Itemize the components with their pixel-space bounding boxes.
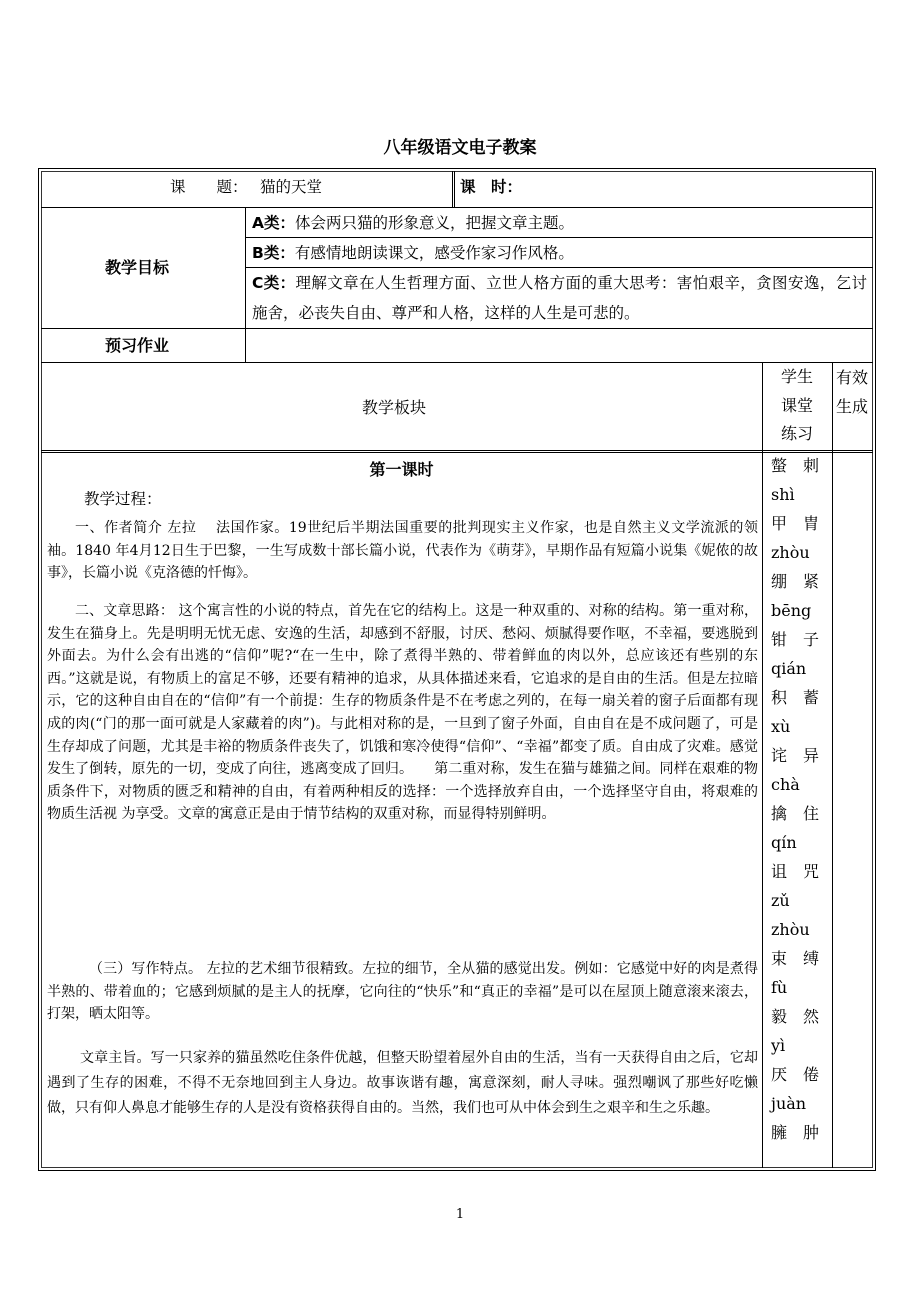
objective-a: A类：体会两只猫的形象意义，把握文章主题。 [252, 214, 575, 232]
objective-c: C类：理解文章在人生哲理方面、立世人格方面的重大思考：害怕艰辛，贪图安逸，乞讨施舍，必丧失自由、尊严和人格，这样的人生是可悲的。 [252, 274, 867, 322]
doc-title: 八年级语文电子教案 [383, 138, 537, 158]
student-column-header: 学生 课堂 练习 [780, 367, 813, 443]
process-label: 教学过程： [84, 490, 162, 508]
main-column-header: 教学板块 [362, 398, 427, 417]
paragraph-structure: 二、文章思路： 这个寓言性的小说的特点，首先在它的结构上。这是一种双重的、对称的结构。第一重对称，发生在猫身上。先是明明无忧无虑、安逸的生活，却感到不舒服，讨厌、愁闷、烦腻得要作呕，不幸福，要逃脱到外面去。为什么会有出逃的“信仰”呢?“在一生中，除了煮得半熟的、带着鲜血的肉以外，总应该还有些别的东西。”这就是说，有物质上的富足不够，还要有精神的追求，从具体描述来看，它追求的是自由的生活。但是左拉暗示，它的这种自由自在的“信仰”有一个前提：生存的物质条件是不在考虑之列的，在每一扇关着的窗子后面都有现成的肉(“门的那一面可就是人家藏着的肉”)。与此相对称的是，一旦到了窗子外面，自由自在是不成问题了，可是生存却成了问题，尤其是丰裕的物质条件丧失了，饥饿和寒冷使得“信仰”、“幸福”都变了质。自由成了灾难。感觉发生了倒转，原先的一切，变成了向往，逃离变成了回归。 第二重对称，发生在猫与雄猫之间。同样在艰难的物质条件下，对物质的匮乏和精神的自由，有着两种相反的选择：一个选择放弃自由，一个选择坚守自由，将艰难的物质生活视 为享受。文章的寓意正是由于情节结构的双重对称，而显得特别鲜明。 [47, 603, 758, 823]
preview-label: 预习作业 [105, 336, 170, 355]
lesson-name: 猫的天堂 [260, 178, 323, 196]
page-number: 1 [455, 1207, 465, 1222]
hours-label: 课 时： [460, 178, 523, 196]
vocab-list: 螫 刺 shì 甲 胄 zhòu 绷 紧 bēng 钳 子 qián 积 蓄 xù 诧 异 chà 擒 住 qín 诅 咒 zǔ zhòu 束 缚 fù 毅 然 yì 厌 倦 juàn 臃 肿 [771, 456, 820, 1142]
lesson-label: 课 题： [170, 178, 248, 196]
session-title: 第一课时 [369, 460, 434, 479]
paragraph-author: 一、作者简介 左拉 法国作家。19世纪后半期法国重要的批判现实主义作家，也是自然主义文学流派的领袖。1840 年4月12日生于巴黎，一生写成数十部长篇小说，代表作为《萌芽》，早期作品有短篇小说集《妮侬的故事》，长篇小说《克洛德的忏悔》。 [47, 520, 758, 582]
objectives-label: 教学目标 [105, 258, 170, 277]
paragraph-theme: 文章主旨。写一只家养的猫虽然吃住条件优越，但整天盼望着屋外自由的生活，当有一天获得自由之后，它却遇到了生存的困难，不得不无奈地回到主人身边。故事诙谐有趣，寓意深刻，耐人寻味。强烈嘲讽了那些好吃懒做，只有仰人鼻息才能够生存的人是没有资格获得自由的。当然，我们也可从中体会到生之艰辛和生之乐趣。 [47, 1050, 758, 1116]
effect-column-header: 有效 生成 [836, 368, 869, 416]
objective-b: B类：有感情地朗读课文，感受作家习作风格。 [252, 244, 574, 262]
paragraph-features: （三）写作特点。 左拉的艺术细节很精致。左拉的细节，全从猫的感觉出发。例如：它感觉中好的肉是煮得半熟的、带着血的；它感到烦腻的是主人的抚摩，它向往的“快乐”和“真正的幸福”是可以在屋顶上随意滚来滚去，打架，晒太阳等。 [47, 961, 758, 1023]
